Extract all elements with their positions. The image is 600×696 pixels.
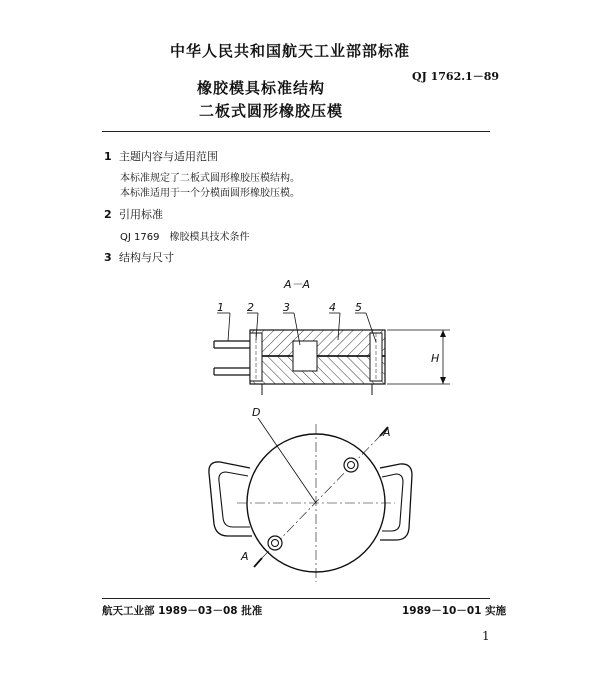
bottom-divider — [102, 598, 490, 599]
height-dimension-label: H — [431, 352, 440, 365]
section-title: 结构与尺寸 — [119, 251, 174, 264]
standard-org-header: 中华人民共和国航天工业部部标准 — [170, 42, 411, 60]
cut-label-bottom: A — [241, 550, 249, 563]
cross-section-view — [214, 301, 450, 395]
document-title-line1: 橡胶模具标准结构 — [197, 79, 326, 97]
callout-3: 3 — [283, 301, 290, 314]
section-label: A－A — [284, 278, 311, 291]
section-number: 1 — [104, 150, 112, 163]
callout-4: 4 — [329, 301, 336, 314]
referenced-standard: QJ 1769 橡胶模具技术条件 — [120, 232, 250, 243]
mold-cavity — [293, 341, 317, 371]
document-title-line2: 二板式圆形橡胶压模 — [199, 102, 344, 120]
plan-view — [209, 406, 412, 582]
section-1-paragraph-2: 本标准适用于一个分模面圆形橡胶压模。 — [120, 188, 300, 199]
callout-2: 2 — [247, 301, 254, 314]
section-number: 3 — [104, 251, 112, 264]
section-title: 主题内容与适用范围 — [119, 150, 218, 163]
callout-5: 5 — [355, 301, 362, 314]
cut-label-top: A — [383, 426, 391, 439]
implementation-date: 1989－10－01 实施 — [402, 605, 507, 617]
page-number: 1 — [482, 629, 490, 643]
standard-code: QJ 1762.1－89 — [412, 70, 500, 83]
section-1-paragraph-1: 本标准规定了二板式圆形橡胶压模结构。 — [120, 173, 300, 184]
approval-date: 航天工业部 1989－03－08 批准 — [102, 605, 263, 617]
callout-1: 1 — [217, 301, 224, 314]
diameter-label: D — [252, 406, 261, 419]
section-number: 2 — [104, 208, 112, 221]
section-title: 引用标准 — [119, 208, 163, 221]
